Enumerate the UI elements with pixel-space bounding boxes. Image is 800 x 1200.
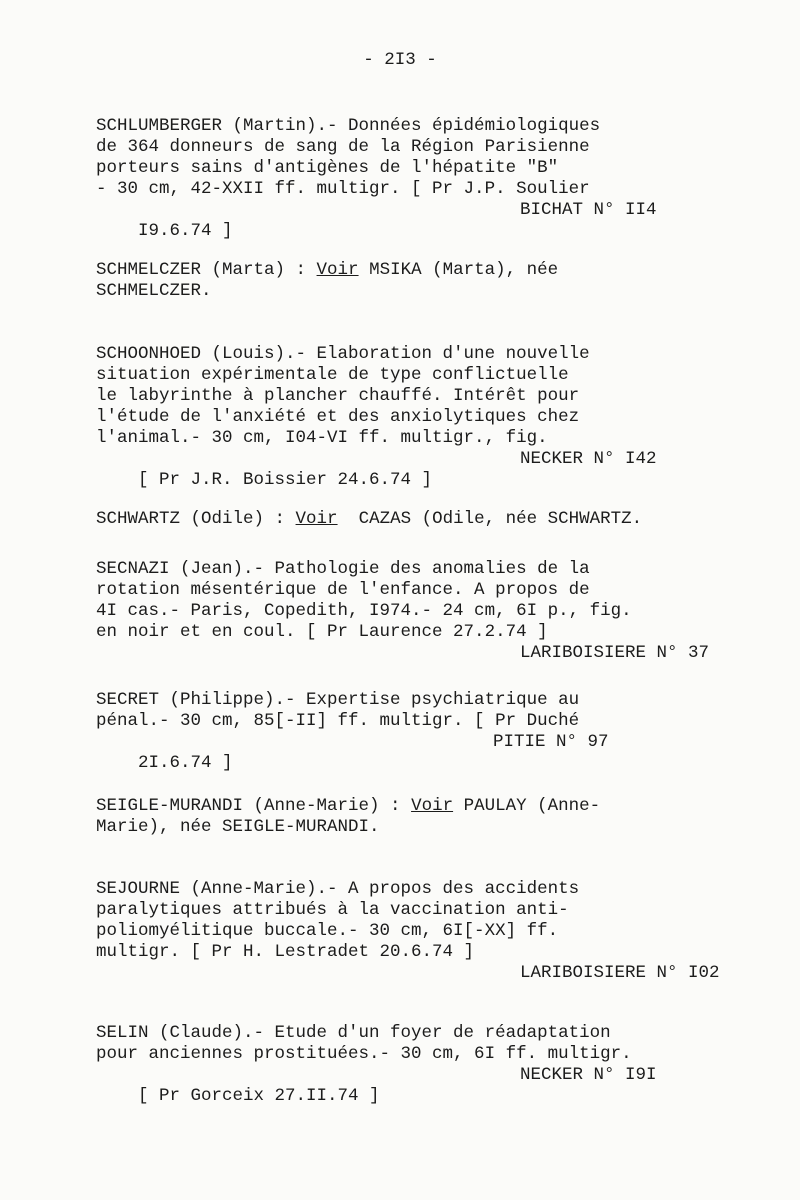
entry-line: multigr. [ Pr H. Lestradet 20.6.74 ] <box>96 942 475 962</box>
bibliography-entry <box>96 116 726 241</box>
entry-line: situation expérimentale de type conflictuelle <box>96 365 569 385</box>
library-location: LARIBOISIERE N° 37 <box>520 643 710 663</box>
entry-line: paralytiques attribués à la vaccination anti- <box>96 900 569 920</box>
entry-line: SECRET (Philippe).- Expertise psychiatrique au <box>96 690 580 710</box>
entry-line: SCHMELCZER. <box>96 281 212 301</box>
entry-line: 2I.6.74 ] <box>138 753 233 773</box>
entry-line: l'étude de l'anxiété et des anxiolytiques chez <box>96 407 580 427</box>
bibliography-entry <box>96 1023 726 1106</box>
entry-line: l'animal.- 30 cm, I04-VI ff. multigr., fig. <box>96 428 548 448</box>
entry-reference-text: MSIKA (Marta), née <box>358 260 559 280</box>
library-location: NECKER N° I42 <box>520 449 657 469</box>
entry-heading: SEIGLE-MURANDI (Anne-Marie) : <box>96 796 412 816</box>
entry-line: [ Pr Gorceix 27.II.74 ] <box>138 1086 380 1106</box>
entry-line: pénal.- 30 cm, 85[-II] ff. multigr. [ Pr Duché <box>96 711 580 731</box>
library-location: NECKER N° I9I <box>520 1065 657 1085</box>
entry-line: rotation mésentérique de l'enfance. A propos de <box>96 580 590 600</box>
entry-line: le labyrinthe à plancher chauffé. Intérêt pour <box>96 386 580 406</box>
entry-line: SCHOONHOED (Louis).- Elaboration d'une nouvelle <box>96 344 590 364</box>
entry-line: poliomyélitique buccale.- 30 cm, 6I[-XX] ff. <box>96 921 559 941</box>
voir-reference: Voir <box>295 509 338 529</box>
entry-line: SELIN (Claude).- Etude d'un foyer de réadaptation <box>96 1023 611 1043</box>
bibliography-entry <box>96 344 726 490</box>
page-number: - 2I3 - <box>363 50 437 70</box>
entry-line: 4I cas.- Paris, Copedith, I974.- 24 cm, 6I p., fig. <box>96 601 632 621</box>
bibliography-entry <box>96 559 726 664</box>
entry-line: - 30 cm, 42-XXII ff. multigr. [ Pr J.P. Soulier <box>96 179 590 199</box>
bibliography-entry <box>96 690 726 773</box>
entry-reference-text: CAZAS (Odile, née SCHWARTZ. <box>337 509 643 529</box>
entry-line: SCHLUMBERGER (Martin).- Données épidémiologiques <box>96 116 601 136</box>
entry-heading: SCHWARTZ (Odile) : <box>96 509 296 529</box>
library-location: PITIE N° 97 <box>493 732 609 752</box>
cross-reference-entry <box>96 509 726 530</box>
cross-reference-entry <box>96 796 726 838</box>
entry-reference-text: PAULAY (Anne- <box>453 796 601 816</box>
entry-line: Marie), née SEIGLE-MURANDI. <box>96 817 380 837</box>
bibliography-entry <box>96 879 726 984</box>
entry-line: porteurs sains d'antigènes de l'hépatite "B" <box>96 158 559 178</box>
cross-reference-entry <box>96 260 726 302</box>
entry-line: SEJOURNE (Anne-Marie).- A propos des accidents <box>96 879 580 899</box>
entry-line: de 364 donneurs de sang de la Région Parisienne <box>96 137 590 157</box>
entry-line: SECNAZI (Jean).- Pathologie des anomalies de la <box>96 559 590 579</box>
voir-reference: Voir <box>316 260 359 280</box>
entry-line: pour anciennes prostituées.- 30 cm, 6I ff. multigr. <box>96 1044 632 1064</box>
voir-reference: Voir <box>411 796 454 816</box>
entry-heading: SCHMELCZER (Marta) : <box>96 260 317 280</box>
library-location: LARIBOISIERE N° I02 <box>520 963 720 983</box>
entry-line: en noir et en coul. [ Pr Laurence 27.2.74 ] <box>96 622 548 642</box>
entry-line: I9.6.74 ] <box>138 221 233 241</box>
library-location: BICHAT N° II4 <box>520 200 657 220</box>
entry-line: [ Pr J.R. Boissier 24.6.74 ] <box>138 470 433 490</box>
